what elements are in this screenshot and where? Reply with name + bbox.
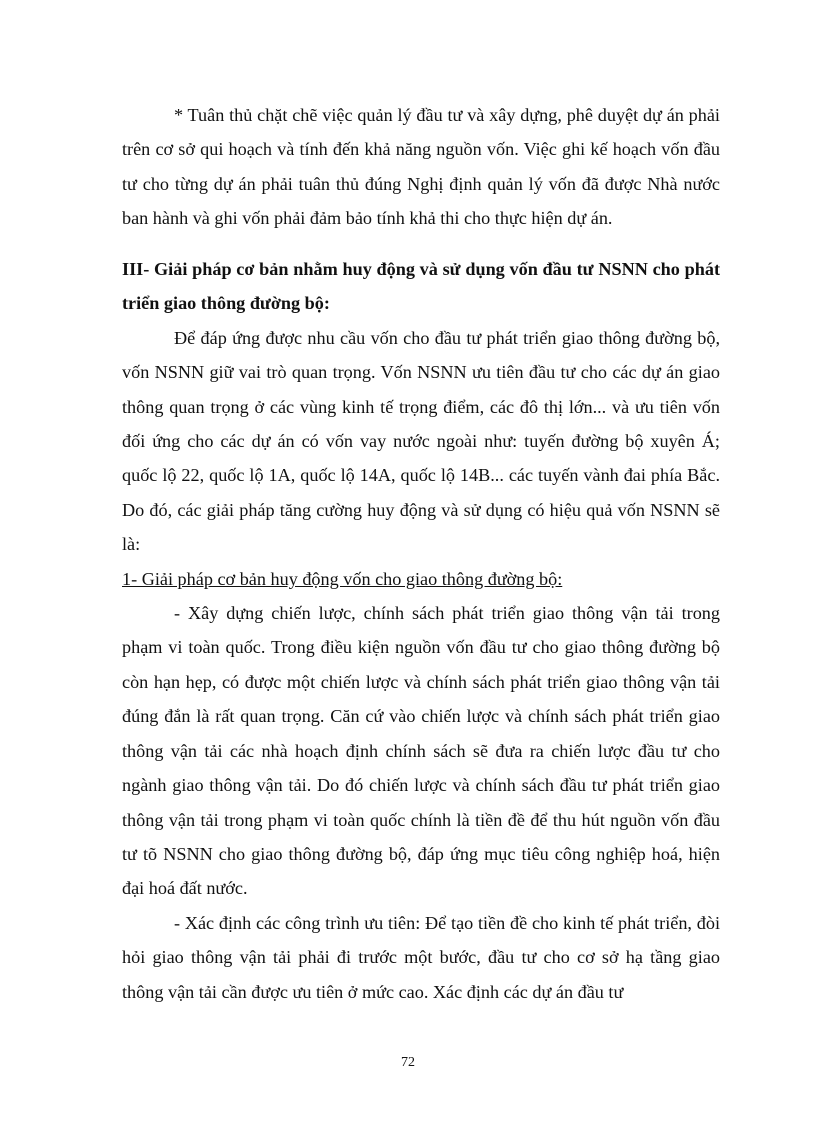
- document-page: [122, 98, 720, 1009]
- subsection-heading-1: 1- Giải pháp cơ bản huy động vốn cho giao thông đường bộ:: [122, 568, 563, 589]
- paragraph-nsnn-role: Để đáp ứng được nhu cầu vốn cho đầu tư phát triển giao thông đường bộ, vốn NSNN giữ vai trò quan trọng. Vốn NSNN ưu tiên đầu tư cho các dự án giao thông quan trọng ở các vùng kinh tế trọng điểm, các đô thị lớn... và ưu tiên vốn đối ứng cho các dự án có vốn vay nước ngoài như: tuyến đường bộ xuyên Á; quốc lộ 22, quốc lộ 1A, quốc lộ 14A, quốc lộ 14B... các tuyến vành đai phía Bắc. Do đó, các giải pháp tăng cường huy động và sử dụng có hiệu quả vốn NSNN sẽ là:: [122, 327, 720, 555]
- paragraph-priority-projects: - Xác định các công trình ưu tiên: Để tạo tiền đề cho kinh tế phát triển, đòi hỏi giao thông vận tải phải đi trước một bước, đầu tư cho cơ sở hạ tầng giao thông vận tải cần được ưu tiên ở mức cao. Xác định các dự án đầu tư: [122, 912, 720, 1002]
- paragraph-strategy-policy: - Xây dựng chiến lược, chính sách phát triển giao thông vận tải trong phạm vi toàn quốc. Trong điều kiện nguồn vốn đầu tư cho giao thông đường bộ còn hạn hẹp, có được một chiến lược và chính sách phát triển giao thông vận tải đúng đắn là rất quan trọng. Căn cứ vào chiến lược và chính sách phát triển giao thông vận tải các nhà hoạch định chính sách sẽ đưa ra chiến lược đầu tư cho ngành giao thông vận tải. Do đó chiến lược và chính sách đầu tư phát triển giao thông vận tải trong phạm vi toàn quốc chính là tiền đề để thu hút nguồn vốn đầu tư tõ NSNN cho giao thông đường bộ, đáp ứng mục tiêu công nghiệp hoá, hiện đại hoá đất nước.: [122, 603, 720, 899]
- page-number: 72: [401, 1055, 415, 1070]
- section-heading-iii: III- Giải pháp cơ bản nhằm huy động và sử dụng vốn đầu tư NSNN cho phát triển giao thông đường bộ:: [122, 258, 720, 314]
- section-gap: [122, 236, 720, 252]
- paragraph-investment-management: * Tuân thủ chặt chẽ việc quản lý đầu tư và xây dựng, phê duyệt dự án phải trên cơ sở qui hoạch và tính đến khả năng nguồn vốn. Việc ghi kế hoạch vốn đầu tư cho từng dự án phải tuân thủ đúng Nghị định quản lý vốn đã được Nhà nước ban hành và ghi vốn phải đảm bảo tính khả thi cho thực hiện dự án.: [122, 105, 720, 229]
